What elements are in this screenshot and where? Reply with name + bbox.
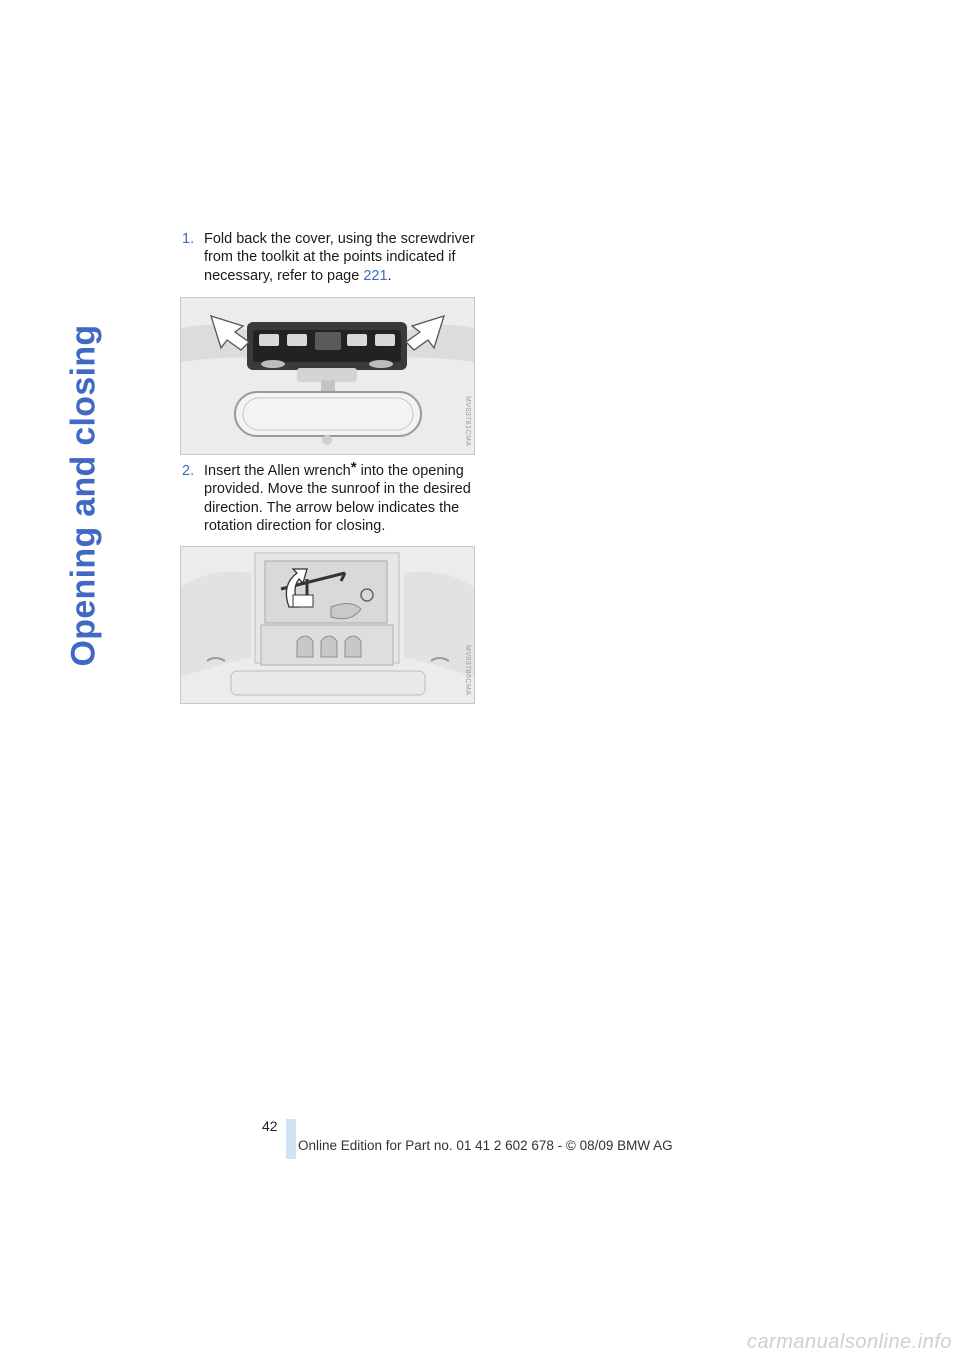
step-1 — [182, 230, 482, 285]
optional-equipment-marker: * — [350, 459, 357, 476]
footer-accent-bar — [286, 1119, 296, 1159]
step-text: Insert the Allen wrench* into the opening provided. Move the sunroof in the desired direction. The arrow below indicates the rotation direction for closing. — [204, 459, 471, 534]
figure-overhead-console — [180, 297, 475, 455]
section-title: Opening and closing — [64, 324, 103, 666]
allen-wrench-illustration — [181, 547, 474, 703]
step-2 — [182, 459, 482, 535]
step-number: 1. — [182, 231, 195, 247]
figure-code: MV03786CMA — [464, 645, 471, 696]
step-text: Fold back the cover, using the screwdriver from the toolkit at the points indicated if necessary, refer to page 221. — [204, 231, 475, 284]
figure-allen-wrench — [180, 546, 475, 704]
step-number: 2. — [182, 463, 195, 479]
footer-edition-text: Online Edition for Part no. 01 41 2 602 678 - © 08/09 BMW AG — [298, 1138, 673, 1153]
overhead-console-illustration — [181, 298, 474, 454]
page-link[interactable]: 221 — [363, 267, 388, 284]
figure-code: MV03781CMA — [464, 396, 471, 447]
page-number: 42 — [262, 1118, 278, 1134]
watermark-logo: carmanualsonline.info — [746, 1331, 952, 1353]
